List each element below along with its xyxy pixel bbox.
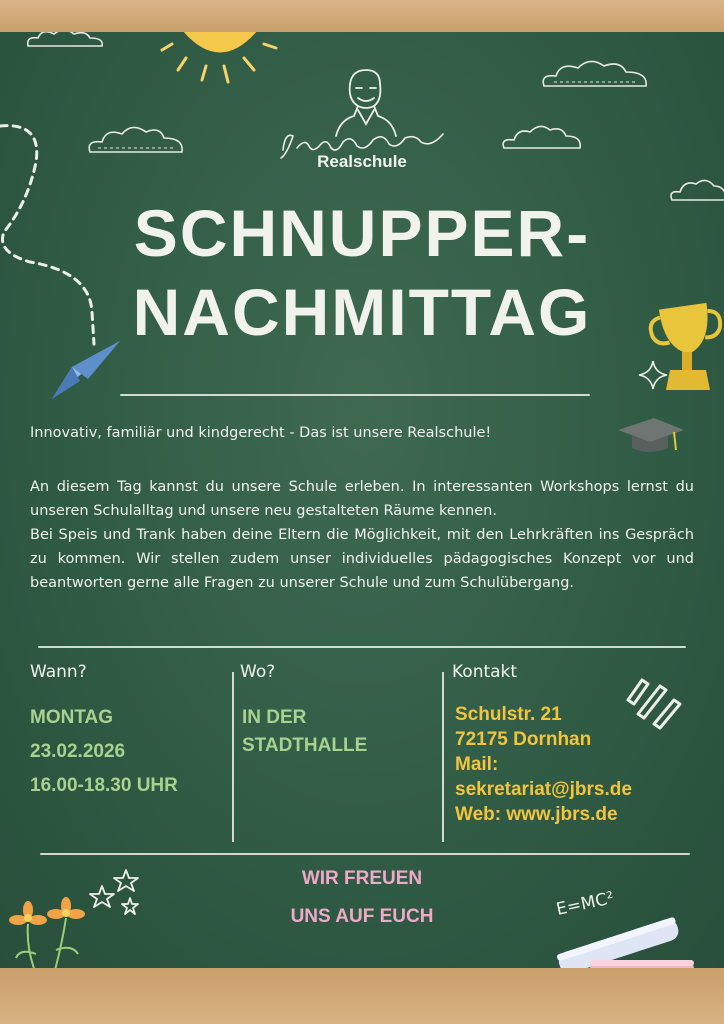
contact-heading: Kontakt: [452, 662, 518, 682]
divider-bottom: [40, 853, 690, 855]
contact-street: Schulstr. 21: [455, 704, 562, 725]
paper-plane-icon: [50, 337, 124, 403]
chalk-strokes: [624, 672, 684, 728]
venue-line-2: STADTHALLE: [242, 735, 368, 756]
event-time: 16.00-18.30 UHR: [30, 775, 178, 796]
event-day: MONTAG: [30, 707, 114, 728]
venue-line-1: IN DER: [242, 707, 307, 728]
intro-text: [30, 475, 694, 595]
sun-icon: [160, 32, 280, 95]
contact-mail[interactable]: sekretariat@jbrs.de: [455, 779, 632, 800]
column-divider-2: [442, 672, 444, 842]
column-divider-1: [232, 672, 234, 842]
closing-line-2: UNS AUF EUCH: [290, 906, 434, 927]
event-date: 23.02.2026: [30, 741, 126, 762]
wooden-frame-bottom: [0, 968, 724, 1024]
title-line-1: SCHNUPPER-: [133, 196, 591, 270]
tagline: Innovativ, familiär und kindgerecht - Das ist unsere Realschule!: [30, 425, 492, 441]
divider-middle: [38, 646, 686, 648]
school-name: Realschule: [317, 152, 407, 171]
divider-top: [120, 394, 590, 396]
cloud-icon: [540, 58, 652, 92]
contact-mail-label: Mail:: [455, 754, 499, 775]
contact-city: 72175 Dornhan: [455, 729, 592, 750]
chalk-icon: [548, 912, 698, 968]
contact-web[interactable]: Web: www.jbrs.de: [455, 804, 618, 825]
cloud-icon: [24, 32, 106, 50]
when-details: [30, 704, 225, 800]
star-icon: [638, 360, 668, 390]
closing-line-1: WIR FREUEN: [301, 868, 423, 889]
title-line-2: NACHMITTAG: [132, 275, 592, 349]
wooden-frame-top: [0, 0, 724, 32]
cloud-icon: [500, 124, 584, 154]
chalkboard: [0, 32, 724, 968]
intro-paragraph-2: Bei Speis und Trank haben deine Eltern die Möglichkeit, mit den Lehrkräften ins Gespräch zu kommen. Wir stellen zudem unser individuelles pädagogisches Konzept vor und beantworten gerne alle Fragen zu unserer Schule und zum Schulübergang.: [30, 527, 694, 591]
flower-icon: [6, 894, 100, 968]
where-heading: Wo?: [240, 662, 276, 682]
intro-paragraph-1: An diesem Tag kannst du unsere Schule erleben. In interessanten Workshops lernst du unseren Schulalltag und unsere neu gestalteten Räume kennen.: [30, 479, 694, 519]
when-heading: Wann?: [30, 662, 87, 682]
formula: E=MC²: [554, 888, 616, 920]
where-details: [242, 704, 432, 760]
